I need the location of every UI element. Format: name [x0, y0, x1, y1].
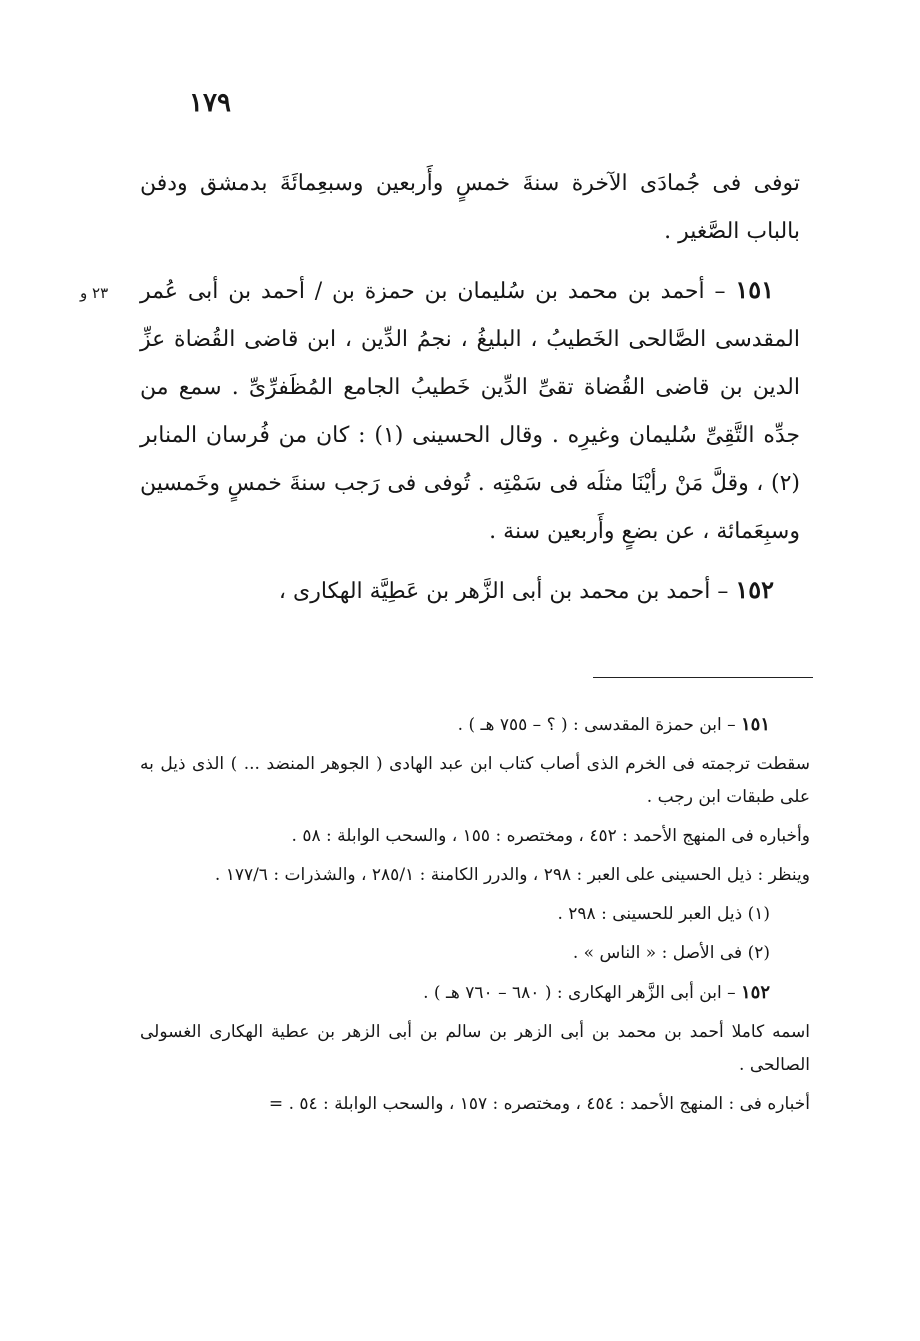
entry-152	[140, 566, 800, 616]
note-152-title: – ابن أبى الزَّهر الهكارى : ( ٦٨٠ – ٧٦٠ هـ ) .	[423, 983, 741, 1003]
note-151-heading	[140, 708, 810, 742]
folio-margin-note: ٢٣ و	[80, 284, 109, 302]
footnote-2: (٢) فى الأصل : « الناس » .	[572, 943, 770, 963]
footnote-divider	[593, 677, 813, 678]
note-152-heading	[140, 976, 810, 1010]
main-text	[140, 160, 800, 616]
entry-151-number: ١٥١	[735, 275, 774, 304]
note-151-paragraph-2: وأخباره فى المنهج الأحمد : ٤٥٢ ، ومختصره : ١٥٥ ، والسحب الوابلة : ٥٨ .	[291, 826, 810, 846]
entry-152-number: ١٥٢	[735, 575, 774, 604]
page-number: ١٧٩	[189, 88, 231, 118]
entry-151-text: – أحمد بن محمد بن سُليمان بن حمزة بن / أحمد بن أبى عُمر المقدسى الصَّالحى الخَطيبُ ، البليغُ ، نجمُ الدِّين ، ابن قاضى القُضاة عزِّ الدين بن قاضى القُضاة تقىِّ الدِّين خَطيبُ الجامع المُظَفرِّىِّ . سمع من جدِّه التَّقِىِّ سُليمان وغيرِه . وقال الحسينى (١) : كان من فُرسان المنابر (٢) ، وقلَّ مَنْ رأيْنَا مثلَه فى سَمْتِه . تُوفى فى رَجب سنةَ خمسٍ وخَمسين وسبِعَمائة ، عن بضعٍ وأَربعين سنة .	[140, 279, 800, 544]
note-151-paragraph-1: سقطت ترجمته فى الخرم الذى أصاب كتاب ابن عبد الهادى ( الجوهر المنضد ... ) الذى ذيل به على طبقات ابن رجب .	[140, 754, 810, 807]
note-151-title: – ابن حمزة المقدسى : ( ؟ – ٧٥٥ هـ ) .	[457, 715, 741, 735]
note-152-number: ١٥٢	[740, 982, 770, 1003]
entry-151	[140, 266, 800, 556]
note-152-paragraph-1: اسمه كاملا أحمد بن محمد بن أبى الزهر بن سالم بن أبى الزهر بن عطية الهكارى الغسولى الصالحى .	[140, 1022, 810, 1075]
entry-152-text: – أحمد بن محمد بن أبى الزَّهر بن عَطِيَّة الهكارى ،	[278, 579, 736, 604]
note-151-number: ١٥١	[740, 714, 770, 735]
footnotes	[140, 708, 810, 1127]
note-151-paragraph-3: وينظر : ذيل الحسينى على العبر : ٢٩٨ ، والدرر الكامنة : ٢٨٥/١ ، والشذرات : ١٧٧/٦ .	[214, 865, 810, 885]
continuation-paragraph: توفى فى جُمادَى الآخرة سنةَ خمسٍ وأَربعين وسبعِمائَةَ بدمشق ودفن بالباب الصَّغير .	[140, 171, 800, 244]
note-152-paragraph-2: أخباره فى : المنهج الأحمد : ٤٥٤ ، ومختصره : ١٥٧ ، والسحب الوابلة : ٥٤ . =	[268, 1094, 810, 1114]
footnote-1: (١) ذيل العبر للحسينى : ٢٩٨ .	[557, 904, 770, 924]
